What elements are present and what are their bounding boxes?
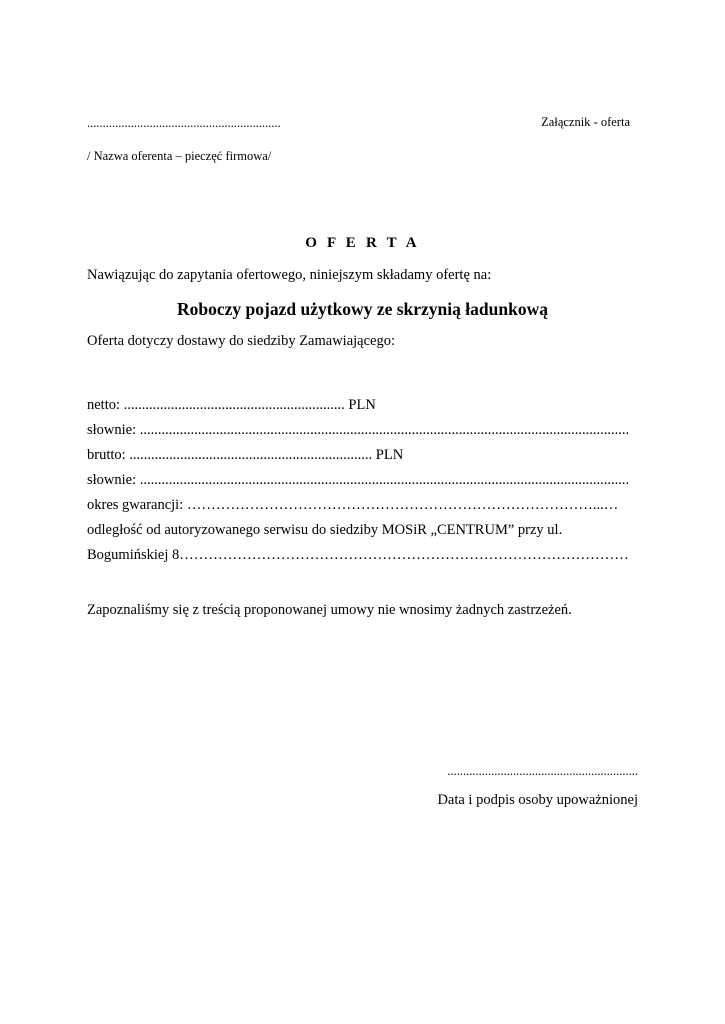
distance-field-line-2: Bogumińskiej 8…………………………………………………………………………………: [87, 547, 629, 563]
gross-price-words-field: słownie: .......................................................................................................................................: [87, 472, 630, 488]
net-price-field: netto: ............................................................. PLN: [87, 397, 376, 413]
offer-intro: Nawiązując do zapytania ofertowego, niniejszym składamy ofertę na:: [87, 267, 492, 283]
delivery-note: Oferta dotyczy dostawy do siedziby Zamawiającego:: [87, 333, 396, 349]
signature-dots: .............................................................: [447, 764, 638, 778]
offer-subject: Roboczy pojazd użytkowy ze skrzynią ładunkową: [177, 299, 548, 319]
contract-statement: Zapoznaliśmy się z treścią proponowanej umowy nie wnosimy żadnych zastrzeżeń.: [87, 602, 572, 618]
warranty-field: okres gwarancji: …………………………………………………………………………...…: [87, 497, 619, 513]
offer-title: O F E R T A: [305, 235, 420, 251]
signature-caption: Data i podpis osoby upoważnionej: [437, 792, 638, 808]
attachment-label: Załącznik - oferta: [541, 115, 630, 129]
bidder-name-caption: / Nazwa oferenta – pieczęć firmowa/: [87, 149, 272, 163]
gross-price-field: brutto: ................................................................... PLN: [87, 447, 404, 463]
bidder-name-dots: ..............................................................: [87, 116, 281, 130]
distance-field-line-1: odległość od autoryzowanego serwisu do siedziby MOSiR „CENTRUM” przy ul.: [87, 522, 563, 538]
net-price-words-field: słownie: .......................................................................................................................................: [87, 422, 630, 438]
